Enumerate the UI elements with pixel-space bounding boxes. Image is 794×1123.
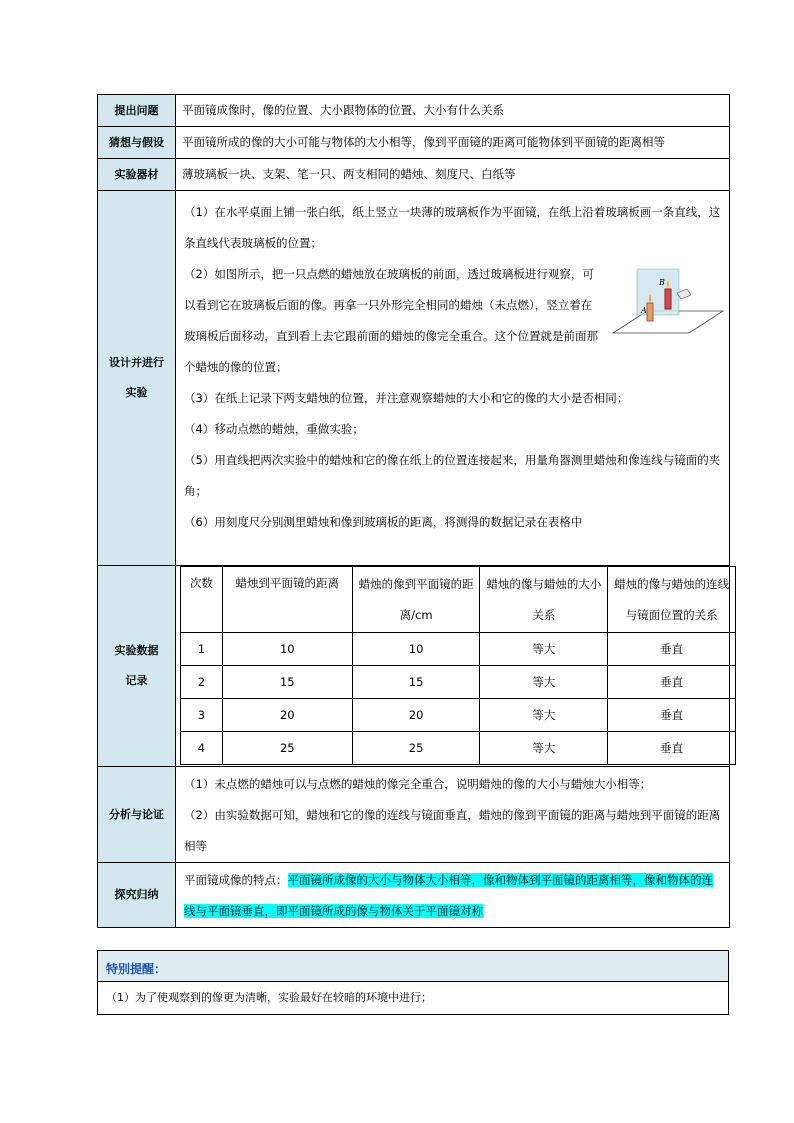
text-question: 平面镜成像时，像的位置、大小跟物体的位置、大小有什么关系 (176, 95, 730, 127)
cell-trial: 2 (181, 666, 223, 699)
row-data (98, 566, 730, 767)
summary-prefix: 平面镜成像的特点： (184, 873, 288, 887)
design-step-4: （4）移动点燃的蜡烛，重做实验； (184, 422, 364, 436)
reminder-line-1: （1）为了使观察到的像更为清晰，实验最好在较暗的环境中进行； (98, 981, 728, 1014)
label-question: 提出问题 (98, 95, 176, 127)
diagram-label-b: B (659, 278, 665, 287)
analysis-text (176, 767, 730, 863)
row-analysis (98, 767, 730, 863)
data-table-cell (176, 566, 730, 767)
summary-highlight: 平面镜所成像的大小与物体大小相等，像和物体到平面镜的距离相等，像和物体的连线与平面镜垂直，即平面镜所成的像与物体关于平面镜对称 (184, 873, 713, 918)
text-hypothesis: 平面镜所成的像的大小可能与物体的大小相等，像到平面镜的距离可能物体到平面镜的距离相等 (176, 127, 730, 159)
data-row (181, 732, 736, 765)
cell-object-distance: 25 (222, 732, 352, 765)
analysis-line-1: （1）未点燃的蜡烛可以与点燃的蜡烛的像完全重合，说明蜡烛的像的大小与蜡烛大小相等； (184, 777, 652, 791)
row-question (98, 95, 730, 127)
label-design-line2: 实验 (125, 386, 148, 399)
design-step-5: （5）用直线把两次实验中的蜡烛和它的像在纸上的位置连接起来，用量角器测里蜡烛和像连线与镜面的夹角； (184, 453, 721, 498)
cell-line-relation: 垂直 (608, 666, 736, 699)
diagram-label-a: A (641, 306, 647, 315)
cell-trial: 3 (181, 699, 223, 732)
data-table (180, 566, 736, 765)
cell-trial: 1 (181, 633, 223, 666)
label-data-line2: 记录 (125, 674, 148, 687)
cell-object-distance: 20 (222, 699, 352, 732)
data-header-row (181, 567, 736, 633)
summary-text (176, 863, 730, 928)
header-size-relation: 蜡烛的像与蜡烛的大小关系 (480, 567, 608, 633)
design-step-6: （6）用刻度尺分别测里蜡烛和像到玻璃板的距离，将测得的数据记录在表格中 (184, 515, 583, 529)
label-design (98, 191, 176, 566)
cell-image-distance: 25 (352, 732, 480, 765)
label-analysis: 分析与论证 (98, 767, 176, 863)
header-object-distance: 蜡烛到平面镜的距离 (222, 567, 352, 633)
reminder-title: 特别提醒： (106, 962, 167, 976)
analysis-line-2: （2）由实验数据可知，蜡烛和它的像的连线与镜面垂直，蜡烛的像到平面镜的距离与蜡烛到平面镜的距离相等 (184, 808, 721, 853)
text-materials: 薄玻璃板一块、支架、笔一只、两支相同的蜡烛、刻度尺、白纸等 (176, 159, 730, 191)
header-image-distance: 蜡烛的像到平面镜的距离/cm (352, 567, 480, 633)
label-data-line1: 实验数据 (114, 644, 159, 657)
cell-size-relation: 等大 (480, 699, 608, 732)
label-hypothesis: 猜想与假设 (98, 127, 176, 159)
cell-image-distance: 20 (352, 699, 480, 732)
row-summary (98, 863, 730, 928)
design-step-3: （3）在纸上记录下两支蜡烛的位置，并注意观察蜡烛的大小和它的像的大小是否相同； (184, 391, 629, 405)
row-hypothesis (98, 127, 730, 159)
cell-image-distance: 10 (352, 633, 480, 666)
row-design (98, 191, 730, 566)
data-row (181, 666, 736, 699)
label-summary: 探究归纳 (98, 863, 176, 928)
mirror-candle-diagram (607, 263, 725, 345)
row-materials (98, 159, 730, 191)
cell-object-distance: 15 (222, 666, 352, 699)
design-step-1: （1）在水平桌面上铺一张白纸，纸上竖立一块薄的玻璃板作为平面镜，在纸上沿着玻璃板画一条直线，这条直线代表玻璃板的位置； (184, 205, 721, 250)
label-design-line1: 设计并进行 (109, 356, 164, 369)
label-data (98, 566, 176, 767)
label-materials: 实验器材 (98, 159, 176, 191)
header-trial: 次数 (181, 567, 223, 633)
experiment-table (97, 94, 730, 928)
cell-image-distance: 15 (352, 666, 480, 699)
cell-size-relation: 等大 (480, 666, 608, 699)
special-reminder-box (97, 950, 729, 1015)
data-row (181, 699, 736, 732)
cell-size-relation: 等大 (480, 732, 608, 765)
design-step-2: （2）如图所示，把一只点燃的蜡烛放在玻璃板的前面，透过玻璃板进行观察，可以看到它在玻璃板后面的像。再拿一只外形完全相同的蜡烛（未点燃），竖立着在玻璃板后面移动，直到看上去它跟前面的蜡烛的像完全重合。这个位置就是前面那个蜡烛的像的位置； (184, 267, 598, 374)
cell-line-relation: 垂直 (608, 732, 736, 765)
cell-object-distance: 10 (222, 633, 352, 666)
cell-trial: 4 (181, 732, 223, 765)
cell-line-relation: 垂直 (608, 633, 736, 666)
data-row (181, 633, 736, 666)
cell-size-relation: 等大 (480, 633, 608, 666)
cell-line-relation: 垂直 (608, 699, 736, 732)
header-line-relation: 蜡烛的像与蜡烛的连线与镜面位置的关系 (608, 567, 736, 633)
design-steps (176, 191, 730, 566)
